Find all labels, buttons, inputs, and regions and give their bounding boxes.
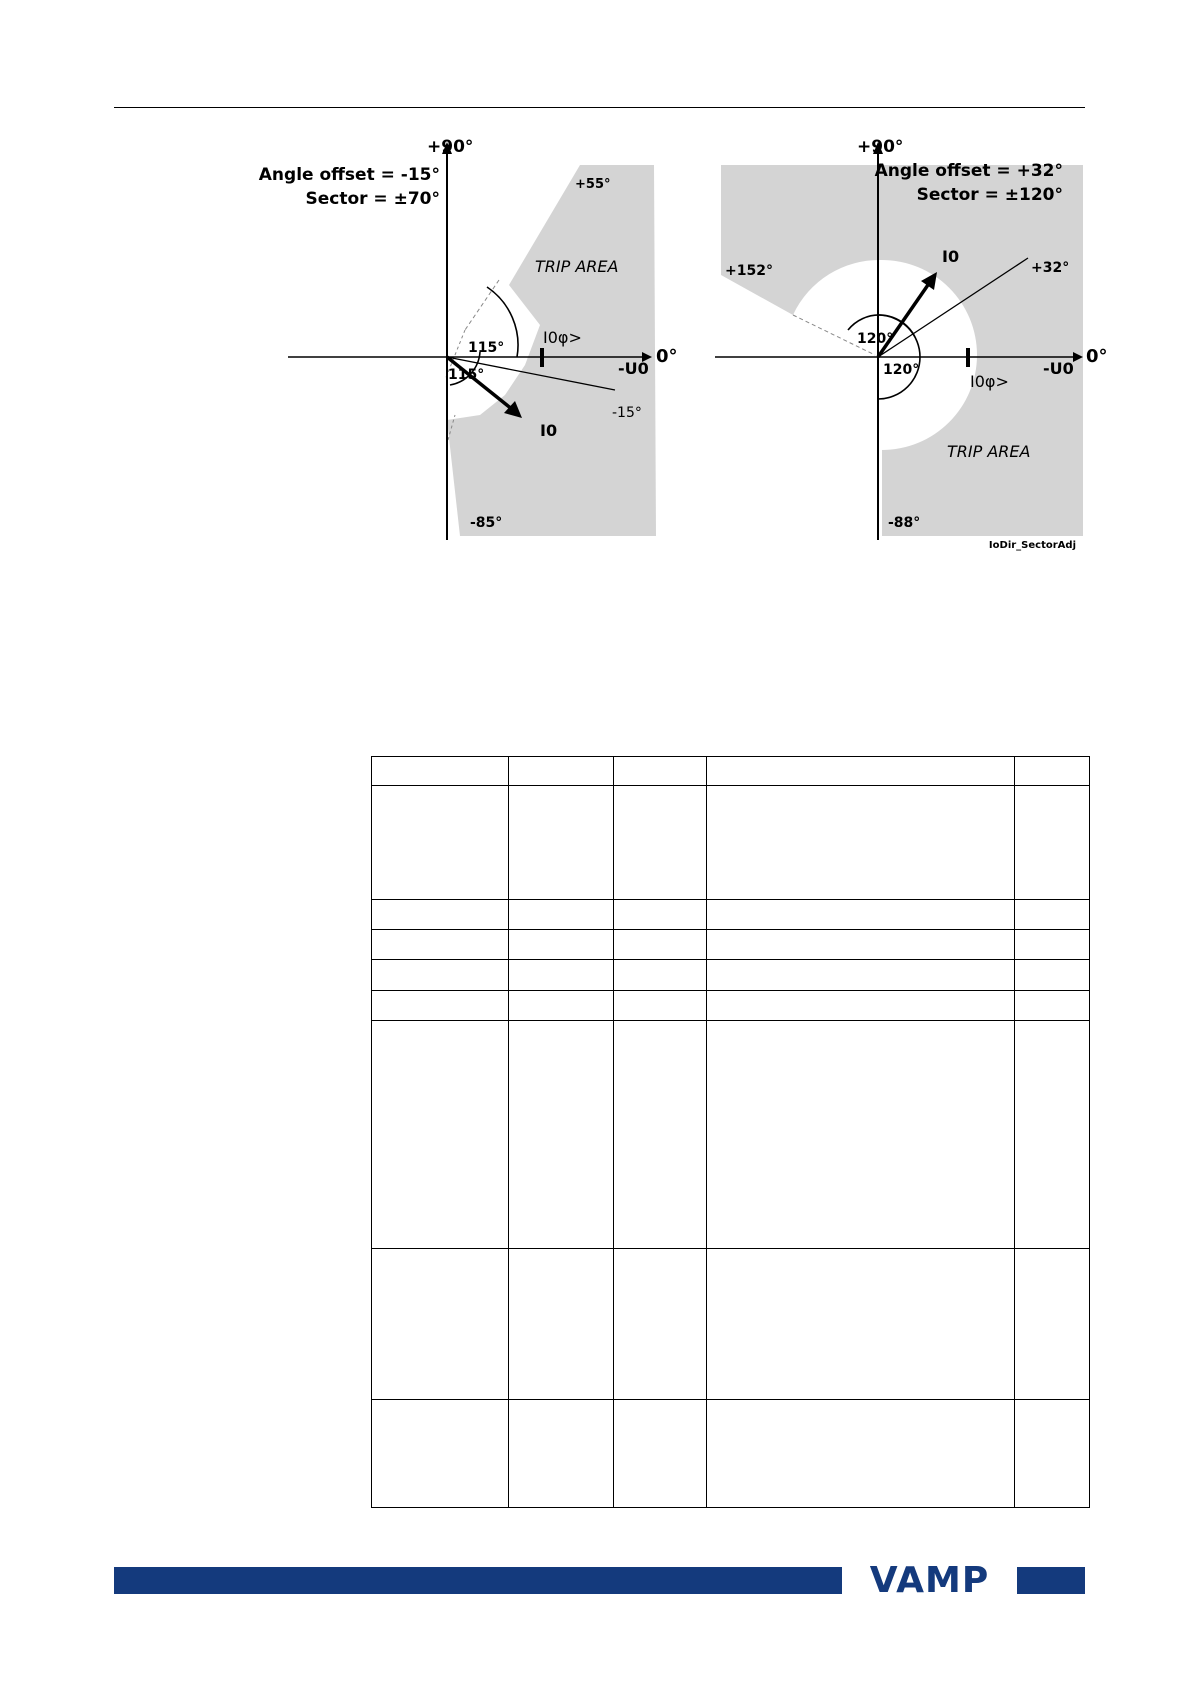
table-row xyxy=(372,1021,1090,1249)
table-cell xyxy=(614,786,707,900)
table-cell xyxy=(707,757,1015,786)
threshold-label-left: I0φ> xyxy=(543,328,582,347)
table-cell xyxy=(614,930,707,960)
u0-label-right: -U0 xyxy=(1043,359,1074,378)
table-row xyxy=(372,1400,1090,1508)
table-cell xyxy=(1015,757,1090,786)
table-row xyxy=(372,1249,1090,1400)
trip-area-label-left: TRIP AREA xyxy=(535,257,619,276)
table-cell xyxy=(372,930,509,960)
lower-limit-label-left: -85° xyxy=(470,515,503,531)
table-cell xyxy=(372,1249,509,1400)
table-cell xyxy=(614,991,707,1021)
i0-label-left: I0 xyxy=(540,421,558,440)
table-cell xyxy=(372,786,509,900)
image-id-label: IoDir_SectorAdj xyxy=(988,540,1076,551)
table-row xyxy=(372,930,1090,960)
table-cell xyxy=(1015,786,1090,900)
threshold-label-right: I0φ> xyxy=(970,372,1009,391)
table-cell xyxy=(509,1400,614,1508)
angle-offset-label-left: Angle offset = -15° xyxy=(258,165,440,185)
upper-limit-label-left: +55° xyxy=(575,177,611,192)
angle-upper-label-right: 120° xyxy=(857,331,894,347)
table-cell xyxy=(707,900,1015,930)
zero-label-right: 0° xyxy=(1086,346,1108,367)
angle-offset-label-right: Angle offset = +32° xyxy=(874,161,1063,181)
table-cell xyxy=(372,991,509,1021)
table-cell xyxy=(372,960,509,991)
i0-label-right: I0 xyxy=(942,247,960,266)
axis-top-label-right: +90° xyxy=(857,137,904,157)
upper-limit-label-right: +152° xyxy=(725,263,773,279)
offset-label-left: -15° xyxy=(612,405,642,421)
table-cell xyxy=(707,930,1015,960)
table-cell xyxy=(614,1021,707,1249)
table-cell xyxy=(372,1400,509,1508)
table-cell xyxy=(1015,1021,1090,1249)
table-cell xyxy=(707,1249,1015,1400)
table-cell xyxy=(614,1249,707,1400)
lower-limit-label-right: -88° xyxy=(888,515,921,531)
trip-area-right xyxy=(721,165,1083,536)
angle-upper-label-left: 115° xyxy=(468,340,505,356)
table-cell xyxy=(372,900,509,930)
table-row xyxy=(372,900,1090,930)
table-row xyxy=(372,786,1090,900)
directional-sector-diagram-right xyxy=(705,130,1108,560)
table-cell xyxy=(614,900,707,930)
table-cell xyxy=(614,1400,707,1508)
u0-label-left: -U0 xyxy=(618,359,649,378)
sector-label-left: Sector = ±70° xyxy=(305,189,440,209)
vamp-logo-text: VAMP xyxy=(869,1560,990,1601)
table-cell xyxy=(509,991,614,1021)
angle-lower-label-right: 120° xyxy=(883,362,920,378)
table-cell xyxy=(509,930,614,960)
table-cell xyxy=(509,1249,614,1400)
table-cell xyxy=(1015,900,1090,930)
vamp-logo xyxy=(842,1561,1017,1601)
table-cell xyxy=(372,1021,509,1249)
table-cell xyxy=(707,960,1015,991)
table-row xyxy=(372,991,1090,1021)
table-cell xyxy=(509,757,614,786)
parameter-table xyxy=(371,756,1090,1508)
table-cell xyxy=(707,786,1015,900)
table-cell xyxy=(707,1021,1015,1249)
table-cell xyxy=(1015,930,1090,960)
offset-label-right: +32° xyxy=(1031,260,1070,276)
table-cell xyxy=(707,991,1015,1021)
table-cell xyxy=(707,1400,1015,1508)
table-cell xyxy=(1015,991,1090,1021)
table-cell xyxy=(509,900,614,930)
table-cell xyxy=(1015,960,1090,991)
axis-top-label-left: +90° xyxy=(427,137,474,157)
table-cell xyxy=(509,1021,614,1249)
sector-label-right: Sector = ±120° xyxy=(916,185,1063,205)
table-cell xyxy=(1015,1400,1090,1508)
directional-sector-diagram-left xyxy=(250,130,680,550)
table-row xyxy=(372,757,1090,786)
table-cell xyxy=(614,960,707,991)
table-row xyxy=(372,960,1090,991)
angle-lower-label-left: 115° xyxy=(448,367,485,383)
table-cell xyxy=(509,786,614,900)
table-cell xyxy=(1015,1249,1090,1400)
header-rule xyxy=(114,107,1085,108)
zero-label-left: 0° xyxy=(656,346,678,367)
table-cell xyxy=(372,757,509,786)
table-cell xyxy=(614,757,707,786)
table-cell xyxy=(509,960,614,991)
trip-area-label-right: TRIP AREA xyxy=(947,442,1031,461)
